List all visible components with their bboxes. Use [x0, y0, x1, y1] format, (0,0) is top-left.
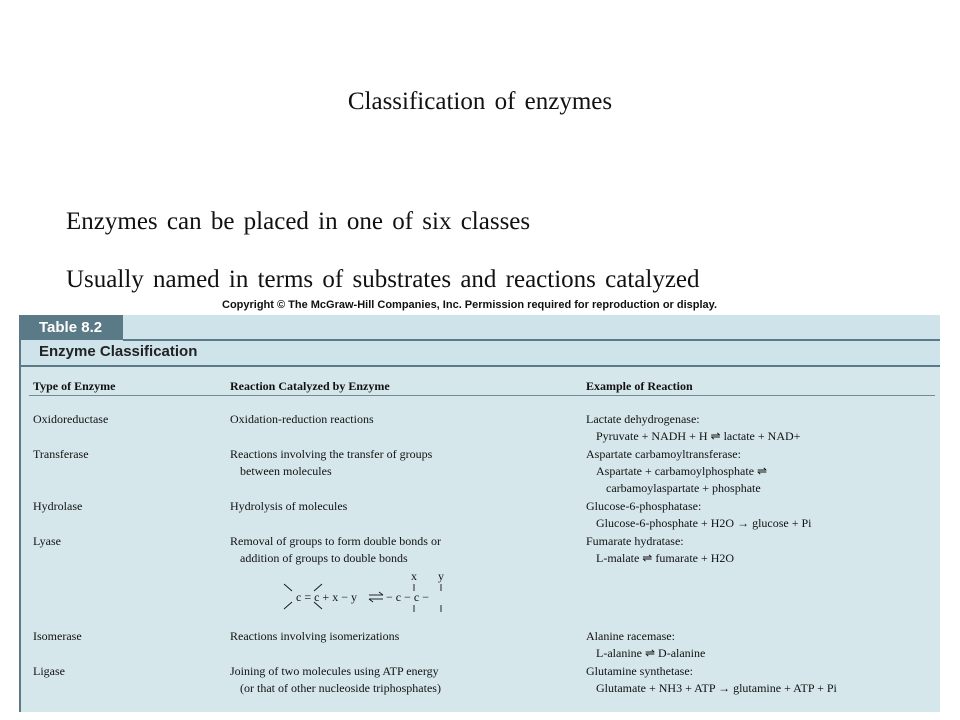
lyase-substituent-x: x: [411, 569, 417, 583]
row-lyase-reaction-line1: Removal of groups to form double bonds or: [230, 534, 441, 548]
row-transferase-reaction-line1: Reactions involving the transfer of groups: [230, 447, 433, 461]
lyase-equation-right: − c − c −: [386, 590, 429, 604]
row-hydrolase-example-equation: Glucose-6-phosphate + H2O → glucose + Pi: [596, 516, 812, 530]
table-header: [21, 315, 940, 367]
table-number: Table 8.2: [21, 315, 123, 340]
bullet-2: Usually named in terms of substrates and reactions catalyzed: [66, 266, 700, 293]
header-rule: [123, 339, 940, 341]
row-isomerase-type: Isomerase: [33, 629, 82, 643]
row-hydrolase-reaction: Hydrolysis of molecules: [230, 499, 348, 513]
row-hydrolase-type: Hydrolase: [33, 499, 83, 513]
column-header-example: Example of Reaction: [586, 379, 693, 393]
lyase-equation-left: c = c + x − y: [296, 590, 357, 604]
lyase-substituent-y: y: [438, 569, 444, 583]
row-lyase-example-name: Fumarate hydratase:: [586, 534, 684, 548]
row-lyase-type: Lyase: [33, 534, 61, 548]
row-oxidoreductase-type: Oxidoreductase: [33, 412, 109, 426]
column-header-type: Type of Enzyme: [33, 379, 116, 393]
row-ligase-reaction-line1: Joining of two molecules using ATP energy: [230, 664, 439, 678]
slide-title: Classification of enzymes: [347, 88, 613, 115]
row-transferase-example-equation-line1: Aspartate + carbamoylphosphate ⇌: [596, 464, 768, 478]
row-isomerase-example-equation: L-alanine ⇌ D-alanine: [596, 646, 706, 660]
row-isomerase-reaction: Reactions involving isomerizations: [230, 629, 400, 643]
row-isomerase-example-name: Alanine racemase:: [586, 629, 675, 643]
table-caption: Enzyme Classification: [39, 343, 198, 360]
row-transferase-type: Transferase: [33, 447, 89, 461]
row-oxidoreductase-example-equation: Pyruvate + NADH + H ⇌ lactate + NAD+: [596, 429, 801, 443]
lyase-general-reaction-diagram: [276, 567, 476, 623]
row-ligase-example-name: Glutamine synthetase:: [586, 664, 693, 678]
enzyme-classification-table: [19, 315, 940, 712]
row-transferase-example-name: Aspartate carbamoyltransferase:: [586, 447, 741, 461]
row-ligase-example-equation: Glutamate + NH3 + ATP → glutamine + ATP + Pi: [596, 681, 837, 695]
row-hydrolase-example-name: Glucose-6-phosphatase:: [586, 499, 702, 513]
row-ligase-type: Ligase: [33, 664, 65, 678]
row-lyase-reaction-line2: addition of groups to double bonds: [240, 551, 408, 565]
column-header-reaction: Reaction Catalyzed by Enzyme: [230, 379, 390, 393]
row-ligase-reaction-line2: (or that of other nucleoside triphosphates): [240, 681, 441, 695]
row-oxidoreductase-example-name: Lactate dehydrogenase:: [586, 412, 700, 426]
row-transferase-reaction-line2: between molecules: [240, 464, 332, 478]
row-lyase-example-equation: L-malate ⇌ fumarate + H2O: [596, 551, 735, 565]
row-oxidoreductase-reaction: Oxidation-reduction reactions: [230, 412, 374, 426]
bullet-1: Enzymes can be placed in one of six classes: [66, 208, 531, 235]
column-header-rule: [29, 395, 935, 396]
row-transferase-example-equation-line2: carbamoylaspartate + phosphate: [606, 481, 761, 495]
copyright-notice: Copyright © The McGraw-Hill Companies, Inc. Permission required for reproduction or display.: [222, 299, 718, 311]
